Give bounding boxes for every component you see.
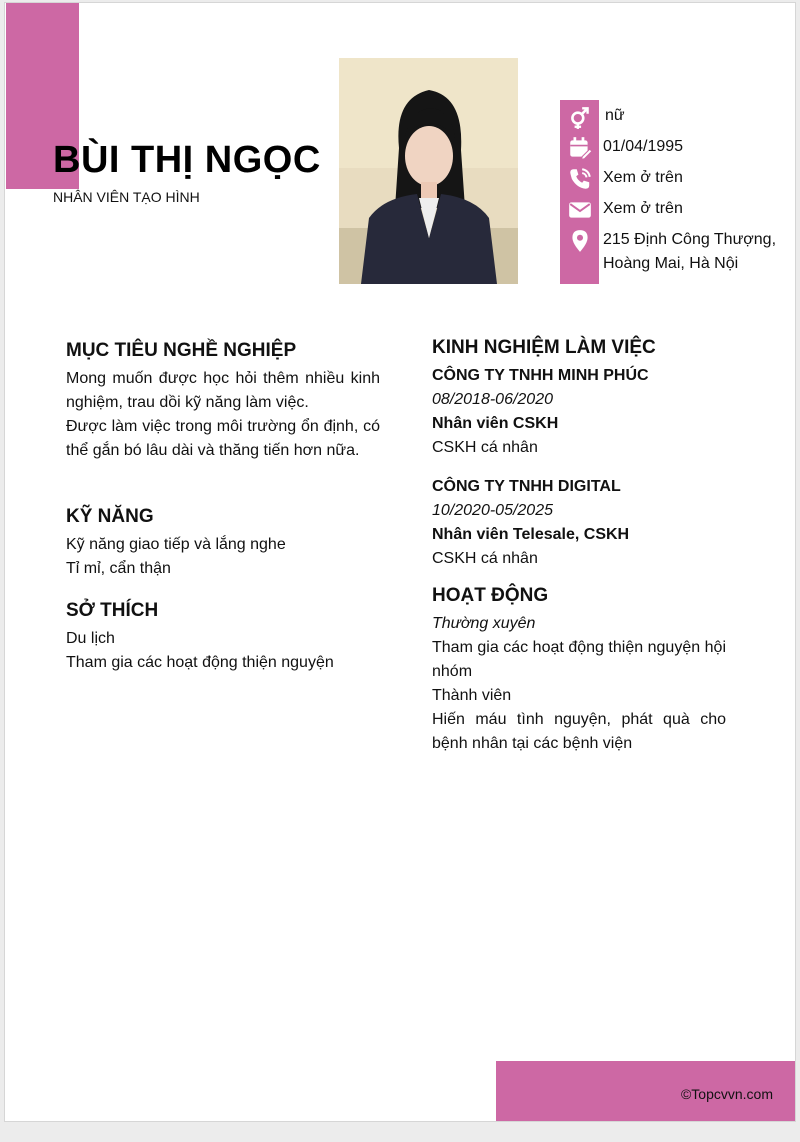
- gender-text: nữ: [605, 107, 625, 124]
- job-period: 08/2018-06/2020: [432, 391, 553, 408]
- job-role: Nhân viên Telesale, CSKH: [432, 526, 630, 543]
- skills-title: KỸ NĂNG: [66, 506, 154, 527]
- gender-icon: [565, 104, 595, 130]
- skill-item: Kỹ năng giao tiếp và lắng nghe: [66, 536, 286, 553]
- career-goal-paragraph-2: Được làm việc trong môi trường ổn định, có thể gắn bó lâu dài và thăng tiến hơn nữa.: [66, 418, 380, 459]
- hobbies-title: SỞ THÍCH: [66, 600, 159, 621]
- job-company: CÔNG TY TNHH MINH PHÚC: [432, 367, 649, 384]
- activity-description-1: Tham gia các hoạt động thiện nguyện hội nhóm: [432, 639, 726, 680]
- profile-photo: [339, 58, 518, 284]
- activities-title: HOẠT ĐỘNG: [432, 585, 549, 606]
- copyright-text: ©Topcvvn.com: [680, 1086, 773, 1102]
- birthday-text: 01/04/1995: [603, 138, 684, 155]
- career-goal-paragraph-1: Mong muốn được học hỏi thêm nhiều kinh nghiệm, trau dồi kỹ năng làm việc.: [66, 370, 380, 411]
- email-icon: [565, 197, 595, 223]
- job-company: CÔNG TY TNHH DIGITAL: [432, 478, 621, 495]
- address-line-1: 215 Định Công Thượng,: [603, 231, 777, 248]
- skill-item: Tỉ mỉ, cẩn thận: [66, 560, 171, 577]
- activity-role: Thành viên: [432, 687, 512, 704]
- candidate-position: NHÂN VIÊN TẠO HÌNH: [53, 189, 200, 205]
- activity-description-2: Hiến máu tình nguyện, phát quà cho bệnh nhân tại các bệnh viện: [432, 711, 726, 752]
- location-icon: [565, 228, 595, 254]
- activity-frequency: Thường xuyên: [432, 615, 536, 632]
- address-line-2: Hoàng Mai, Hà Nội: [603, 255, 739, 272]
- job-description: CSKH cá nhân: [432, 550, 538, 567]
- cv-page: [4, 2, 796, 1122]
- email-text: Xem ở trên: [603, 200, 683, 217]
- job-description: CSKH cá nhân: [432, 439, 538, 456]
- job-role: Nhân viên CSKH: [432, 415, 559, 432]
- job-period: 10/2020-05/2025: [432, 502, 553, 519]
- phone-icon: [565, 166, 595, 192]
- hobby-item: Tham gia các hoạt động thiện nguyện: [66, 654, 334, 671]
- phone-text: Xem ở trên: [603, 169, 683, 186]
- experience-title: KINH NGHIỆM LÀM VIỆC: [432, 337, 656, 358]
- candidate-name: BÙI THỊ NGỌC: [53, 139, 321, 181]
- career-goal-title: MỤC TIÊU NGHỀ NGHIỆP: [66, 340, 297, 361]
- calendar-icon: [565, 135, 595, 161]
- hobby-item: Du lịch: [66, 630, 115, 647]
